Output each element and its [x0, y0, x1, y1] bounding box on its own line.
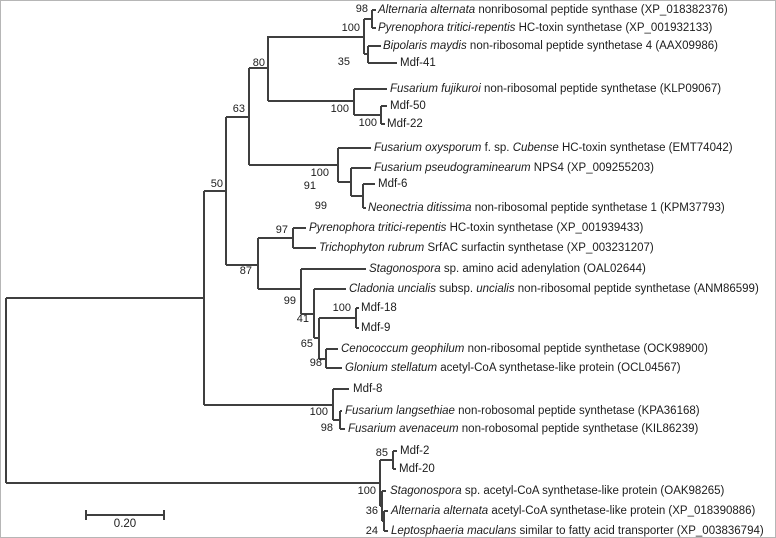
taxon-name-italic: Fusarium langsethiae: [345, 404, 455, 417]
taxon-name-italic: Pyrenophora tritici-repentis: [309, 221, 447, 234]
taxon-label: [378, 21, 712, 36]
taxon-name-roman: Mdf-22: [387, 117, 423, 130]
taxon-name-roman: acetyl-CoA synthetase-like protein (XP_018390886): [488, 504, 756, 517]
taxon-name-italic: Leptosphaeria maculans: [391, 524, 517, 537]
taxon-name-roman: non-robosomal peptide synthetase (KPA36168): [454, 404, 700, 417]
bootstrap-value: 91: [303, 180, 316, 192]
taxon-name-italic: Glonium stellatum: [345, 361, 438, 374]
bootstrap-value: 100: [310, 167, 329, 179]
taxon-label: [399, 462, 435, 477]
taxon-name-roman: Mdf-20: [399, 462, 435, 475]
taxon-label: [345, 404, 700, 419]
taxon-name-roman: Mdf-50: [390, 99, 426, 112]
taxon-label: [378, 3, 728, 18]
taxon-name-italic: Cubense: [512, 141, 559, 154]
taxon-label: [390, 82, 721, 97]
taxon-name-italic: Alternaria alternata: [378, 3, 476, 16]
bootstrap-value: 99: [283, 295, 296, 307]
taxon-name-italic: Stagonospora: [369, 262, 441, 275]
taxon-label: [369, 262, 646, 277]
taxon-name-roman: NPS4 (XP_009255203): [530, 161, 654, 174]
taxon-name-roman: Mdf-9: [361, 321, 391, 334]
bootstrap-value: 100: [332, 302, 351, 314]
taxon-name-italic: Cladonia uncialis: [349, 282, 436, 295]
taxon-label: [400, 56, 436, 71]
taxon-name-roman: subsp.: [435, 282, 477, 295]
bootstrap-value: 98: [309, 357, 322, 369]
taxon-label: [361, 321, 390, 336]
bootstrap-value: 100: [358, 117, 377, 129]
taxon-name-roman: non-ribosomal peptide synthetase 4 (AAX09986): [466, 39, 718, 52]
bootstrap-value: 36: [365, 505, 378, 517]
taxon-name-roman: sp. acetyl-CoA synthetase-like protein (OAK98265): [461, 484, 725, 497]
taxon-name-roman: non-ribosomal peptide synthetase (OCK98900): [464, 342, 708, 355]
bootstrap-value: 100: [309, 406, 328, 418]
taxon-label: [361, 301, 397, 316]
bootstrap-value: 100: [330, 103, 349, 115]
taxon-label: [309, 221, 643, 236]
taxon-name-italic: Trichophyton rubrum: [319, 241, 425, 254]
taxon-name-roman: f. sp.: [481, 141, 513, 154]
taxon-name-roman: Mdf-8: [353, 382, 383, 395]
taxon-label: [348, 422, 698, 437]
taxon-label: [390, 484, 724, 499]
bootstrap-value: 65: [300, 338, 313, 350]
taxon-name-roman: Mdf-2: [400, 444, 430, 457]
taxon-label: [391, 524, 764, 538]
bootstrap-value: 87: [239, 265, 252, 277]
taxon-name-italic: Neonectria ditissima: [368, 201, 472, 214]
taxon-label: [378, 177, 407, 192]
taxon-name-italic: Stagonospora: [390, 484, 462, 497]
taxon-label: [341, 342, 708, 357]
bootstrap-value: 98: [355, 3, 368, 15]
taxon-name-italic: Pyrenophora tritici-repentis: [378, 21, 516, 34]
bootstrap-value: 41: [296, 313, 309, 325]
taxon-label: [383, 39, 718, 54]
taxon-label: [374, 161, 654, 176]
taxon-name-roman: non-robosomal peptide synthetase (KIL86239): [458, 422, 699, 435]
bootstrap-value: 35: [337, 56, 350, 68]
taxon-label: [387, 117, 423, 132]
taxon-name-italic: uncialis: [476, 282, 515, 295]
bootstrap-value: 50: [210, 178, 223, 190]
taxon-name-roman: Mdf-6: [378, 177, 408, 190]
taxon-name-italic: Fusarium pseudograminearum: [374, 161, 531, 174]
taxon-label: [349, 282, 759, 297]
taxon-name-roman: SrfAC surfactin synthetase (XP_003231207): [424, 241, 654, 254]
bootstrap-value: 63: [232, 103, 245, 115]
bootstrap-value: 97: [275, 224, 288, 236]
taxon-name-roman: acetyl-CoA synthetase-like protein (OCL04567): [437, 361, 681, 374]
taxon-label: [368, 201, 725, 216]
bootstrap-value: 98: [320, 422, 333, 434]
taxon-name-roman: HC-toxin synthetase (XP_001939433): [446, 221, 644, 234]
taxon-name-roman: non-ribosomal peptide synthetase 1 (KPM37793): [471, 201, 725, 214]
bootstrap-value: 80: [252, 57, 265, 69]
taxon-name-roman: nonribosomal peptide synthase (XP_018382376): [475, 3, 728, 16]
taxon-label: [374, 141, 733, 156]
bootstrap-value: 99: [314, 200, 327, 212]
bootstrap-value: 24: [365, 525, 378, 537]
taxon-name-italic: Alternaria alternata: [391, 504, 489, 517]
scale-bar-label: 0.20: [113, 518, 137, 530]
taxon-name-italic: Cenococcum geophilum: [341, 342, 465, 355]
bootstrap-value: 85: [375, 447, 388, 459]
taxon-label: [319, 241, 654, 256]
taxon-label: [400, 444, 429, 459]
taxon-name-roman: HC-toxin synthetase (XP_001932133): [515, 21, 713, 34]
taxon-name-italic: Bipolaris maydis: [383, 39, 467, 52]
taxon-name-roman: sp. amino acid adenylation (OAL02644): [440, 262, 646, 275]
taxon-name-roman: non-ribosomal peptide synthetase (ANM86599): [514, 282, 759, 295]
taxon-name-roman: Mdf-18: [361, 301, 397, 314]
taxon-label: [390, 99, 426, 114]
bootstrap-value: 100: [341, 22, 360, 34]
taxon-name-roman: non-ribosomal peptide synthetase (KLP09067): [480, 82, 722, 95]
taxon-label: [391, 504, 755, 519]
taxon-name-roman: HC-toxin synthetase (EMT74042): [558, 141, 733, 154]
taxon-name-roman: similar to fatty acid transporter (XP_003836794): [516, 524, 764, 537]
taxon-label: [345, 361, 681, 376]
taxon-label: [353, 382, 382, 397]
bootstrap-value: 100: [357, 485, 376, 497]
taxon-name-italic: Fusarium avenaceum: [348, 422, 459, 435]
taxon-name-roman: Mdf-41: [400, 56, 436, 69]
taxon-name-italic: Fusarium oxysporum: [374, 141, 482, 154]
taxon-name-italic: Fusarium fujikuroi: [390, 82, 481, 95]
